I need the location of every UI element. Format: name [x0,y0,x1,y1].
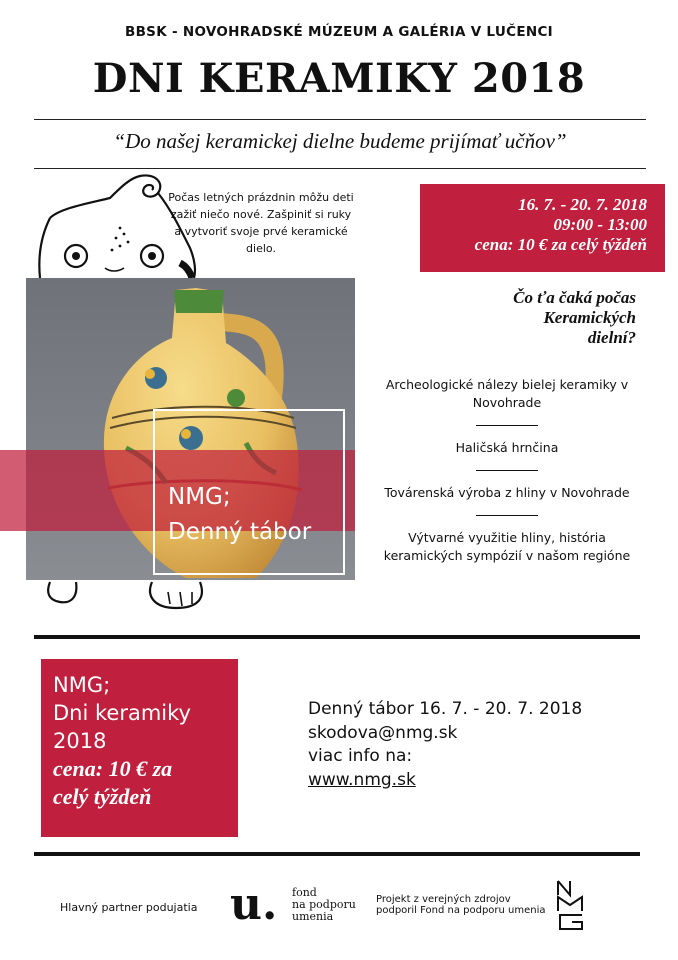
project-support-text: Projekt z verejných zdrojov podporil Fond na podporu umenia [376,894,546,916]
poster-title: DNI KERAMIKY 2018 [92,55,586,102]
topic-divider [476,425,538,426]
topics-list [374,376,640,565]
camp-price: cena: 10 € za celý týždeň [474,235,647,254]
summary-price-line: celý týždeň [53,784,152,809]
topic-item: Výtvarné využitie hliny, história keramických sympózií v našom regióne [383,530,631,563]
contact-email[interactable]: skodova@nmg.sk [308,722,458,743]
website-link[interactable]: www.nmg.sk [308,769,416,790]
camp-time: 09:00 - 13:00 [553,215,647,234]
topic-divider [476,515,538,516]
fund-name [292,887,372,923]
section-divider [34,635,640,639]
fund-name-line: na podporu [292,898,356,911]
topic-divider [476,470,538,471]
organization-name: BBSK - NOVOHRADSKÉ MÚZEUM A GALÉRIA V LUČENCI [125,24,553,40]
info-dates: Denný tábor 16. 7. - 20. 7. 2018 [308,699,583,719]
intro-text: Počas letných prázdnin môžu deti zažiť niečo nové. Zašpiniť si ruky a vytvoriť svoje prvé keramické dielo. [168,191,354,255]
summary-price-line: cena: 10 € za [53,756,173,781]
topic-item: Továrenská výroba z hliny v Novohrade [384,485,630,500]
photo-caption-line: NMG; [168,484,231,510]
topic-item: Haličská hrnčina [455,440,559,455]
event-summary-box [41,659,238,837]
creature-feet-illustration [30,578,220,614]
fund-name-line: fond [292,886,317,899]
topic-item: Archeologické nálezy bielej keramiky v Novohrade [385,377,629,410]
fund-name-line: umenia [292,910,334,923]
top-divider [34,119,646,120]
camp-dates: 16. 7. - 20. 7. 2018 [518,195,647,214]
info-label: viac info na: [308,746,413,766]
summary-line: NMG; [53,673,111,697]
question-line: Čo ťa čaká počas [513,288,636,307]
summary-line: 2018 [53,729,107,753]
photo-caption-line: Denný tábor [168,519,312,545]
question-line: Keramických [543,308,636,327]
nmg-logo [552,879,588,931]
date-box [420,184,665,272]
photo-caption [168,480,348,550]
summary-line: Dni keramiky [53,701,191,725]
footer-divider [34,852,640,856]
tagline-quote: “Do našej keramickej dielne budeme prijímať učňov” [113,129,567,153]
question-line: dielní? [587,328,636,347]
partner-label: Hlavný partner podujatia [60,901,198,914]
fund-logo: u. [230,879,278,930]
workshop-question [470,288,636,348]
contact-info [308,698,648,792]
